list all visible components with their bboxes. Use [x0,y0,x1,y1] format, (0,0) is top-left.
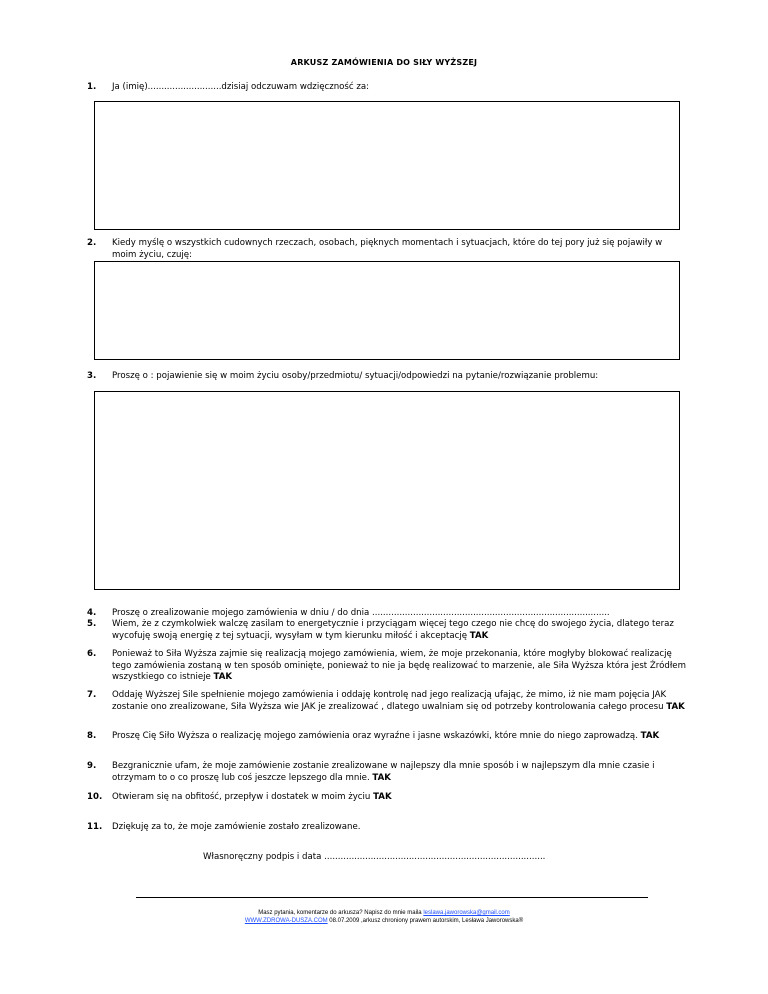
item-text: Oddaję Wyższej Sile spełnienie mojego zamówienia i oddaję kontrolę nad jego realizacją ufając, że mimo, iż nie mam pojęcia JAK zostanie ono zrealizowane, Siła Wyższa wie JAK je zrealizować , dlatego uwalniam się od potrzeby kontrolowania całego procesu TAK [112,690,685,712]
item-number: 9. [87,761,97,771]
page-title: ARKUSZ ZAMÓWIENIA DO SIŁY WYŻSZEJ [290,58,478,67]
signature-line[interactable]: Własnoręczny podpis i data ................................................................................. [203,852,546,862]
item-number: 6. [87,649,97,659]
gratitude-answer-box[interactable] [94,101,680,230]
item-text: Proszę Cię Siło Wyższa o realizację mojego zamówienia oraz wyraźne i jasne wskazówki, które mnie do niego zaprowadzą. TAK [112,731,660,741]
item-number: 3. [87,371,97,381]
item-number: 8. [87,731,97,741]
item-number: 7. [87,690,97,700]
footer-line-2 [0,917,768,926]
item-number: 1. [87,82,97,92]
item-text: Kiedy myślę o wszystkich cudownych rzeczach, osobach, pięknych momentach i sytuacjach, które do tej pory już się pojawiły w moim życiu, czuję: [112,238,663,260]
footer-contact-text: Masz pytania, komentarze do arkusza? Napisz do mnie maila [258,910,422,916]
item-number: 4. [87,608,97,618]
item-text: Proszę o zrealizowanie mojego zamówienia w dniu / do dnia ....................................................................................... [112,608,610,618]
item-number: 11. [87,822,103,832]
item-number: 5. [87,619,97,629]
footer-copyright: 08.07.2009 ,arkusz chroniony prawem autorskim, Lesława Jaworowska® [329,918,524,924]
item-number: 10. [87,792,103,802]
email-link[interactable]: leslawa.jaworowska@gmail.com [423,910,510,916]
item-text: Bezgranicznie ufam, że moje zamówienie zostanie zrealizowane w najlepszy dla mnie sposób i w najlepszym dla mnie czasie i otrzymam to o co proszę lub coś jeszcze lepszego dla mnie. TAK [112,761,655,783]
item-number: 2. [87,238,97,248]
item-text: Proszę o : pojawienie się w moim życiu osoby/przedmiotu/ sytuacji/odpowiedzi na pytanie/rozwiązanie problemu: [112,371,599,381]
item-text: Ponieważ to Siła Wyższa zajmie się realizacją mojego zamówienia, wiem, że moje przekonania, które mogłyby blokować realizację tego zamówienia zostaną w ten sposób ominięte, ponieważ to nie ja będę realizować to marzenie, ale Siła Wyższa która jest Źródłem wszystkiego co istnieje TAK [112,649,686,682]
request-answer-box[interactable] [94,391,680,590]
item-text: Wiem, że z czymkolwiek walczę zasilam to energetycznie i przyciągam więcej tego czego nie chcę do swojego życia, dlatego teraz wycofuję swoją energię z tej sytuacji, wysyłam w tym kierunku miłość i akceptację TAK [112,619,674,641]
item-text: Otwieram się na obfitość, przepływ i dostatek w moim życiu TAK [112,792,392,802]
feelings-answer-box[interactable] [94,261,680,360]
item-text: Dziękuję za to, że moje zamówienie zostało zrealizowane. [112,822,361,832]
website-link[interactable]: WWW.ZDROWA-DUSZA.COM [244,918,328,924]
footer-divider [136,897,648,898]
item-text: Ja (imię)...........................dzisiaj odczuwam wdzięczność za: [112,82,370,92]
